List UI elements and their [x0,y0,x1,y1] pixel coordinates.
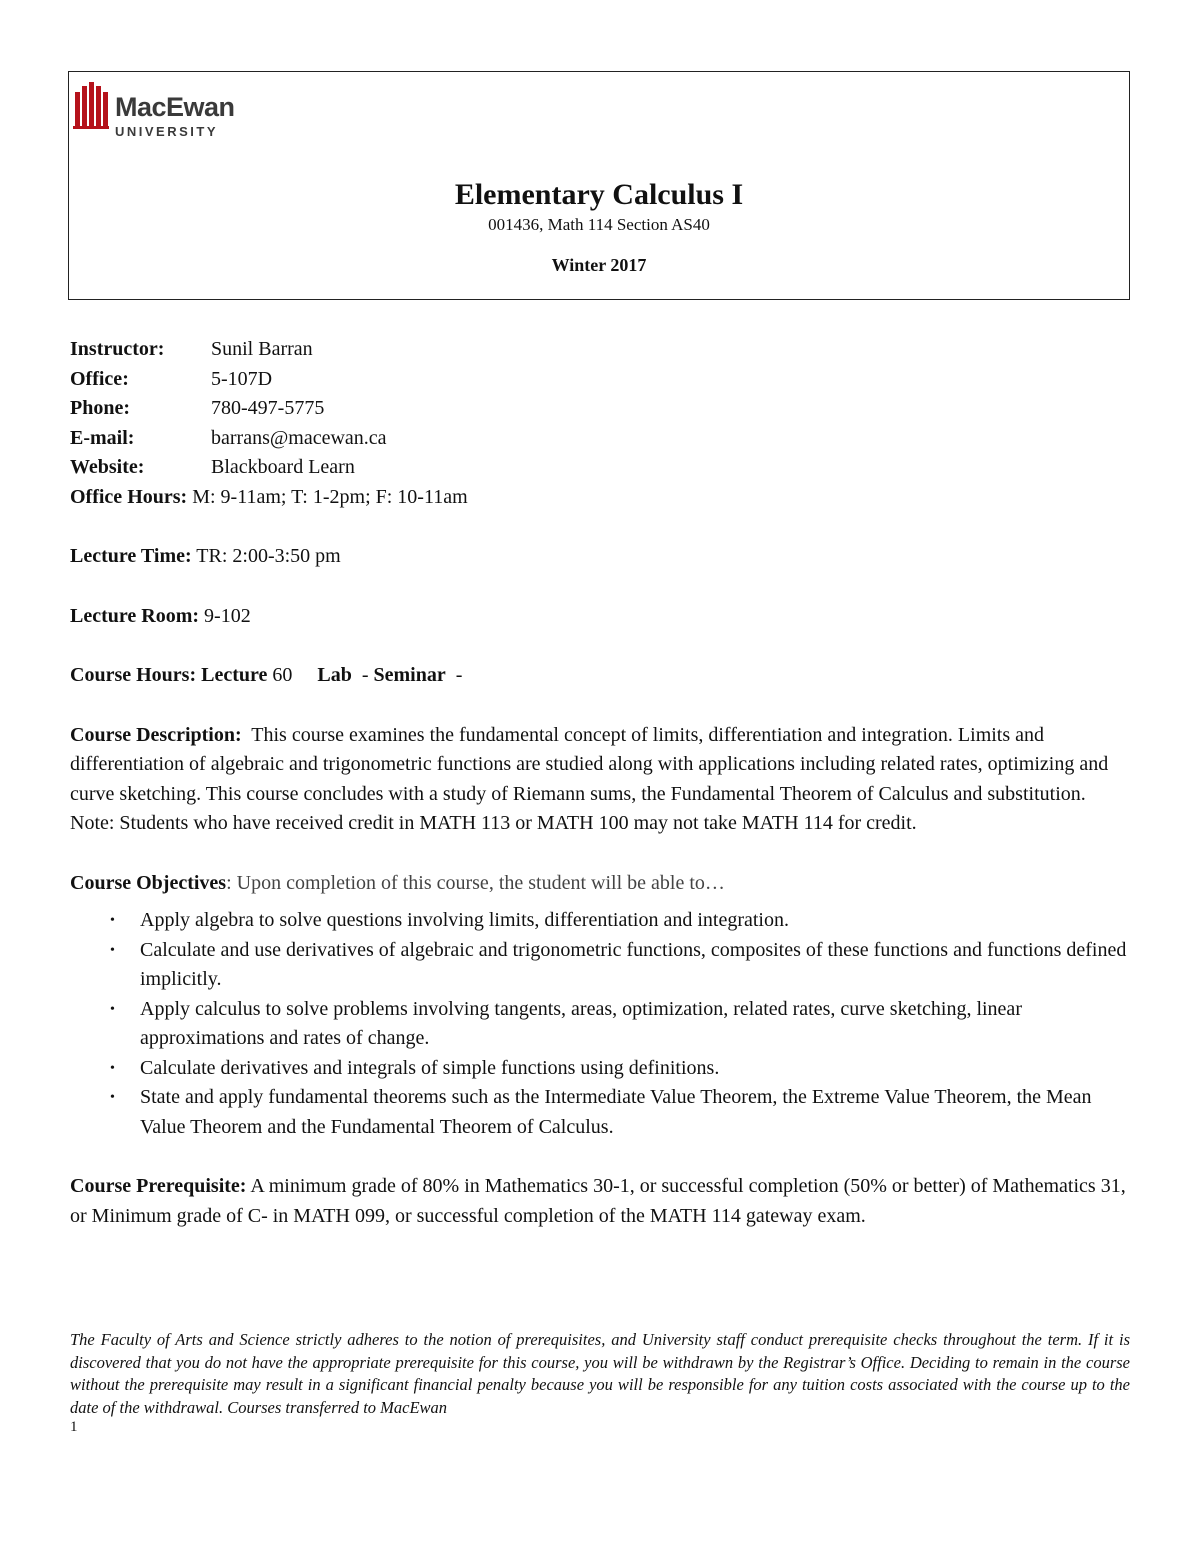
logo-wordmark: MacEwan [115,92,235,122]
page-number: 1 [70,1419,78,1435]
logo-subtitle: UNIVERSITY [115,124,219,139]
faculty-prerequisite-note: The Faculty of Arts and Science strictly adheres to the notion of prerequisites, and University staff conduct prerequisite checks throughout the term. If it is discovered that you do not have the appropriate prerequisite for this course, you will be withdrawn by the Registrar’s Office. Deciding to remain in the course without the prerequisite may result in a significant financial penalty because you will be responsible for any tuition costs associated with the course up to the date of the withdrawal. Courses transferred to MacEwan [70,1330,1130,1417]
course-title: Elementary Calculus I [454,178,744,211]
lecture-time: Lecture Time: TR: 2:00-3:50 pm [70,545,341,567]
macewan-logo-mark-icon [73,82,109,134]
bullet-icon: • [110,1090,115,1105]
course-prerequisite: Course Prerequisite: A minimum grade of 80% in Mathematics 30-1, or successful completion (50% or better) of Mathematics 31, or Minimum grade of C- in MATH 099, or successful completion of the MATH 114 gateway exam. [70,1175,1126,1227]
objectives-list [70,906,1132,1142]
syllabus-content [70,335,1132,1231]
course-objectives-heading: Course Objectives: Upon completion of this course, the student will be able to… [70,871,725,894]
list-item: • Apply calculus to solve problems involving tangents, areas, optimization, related rates, curve sketching, linear approximations and rates of change. [70,995,1132,1054]
info-website: Website: Blackboard Learn [70,456,355,478]
header-box [68,71,1130,300]
list-item: • Calculate and use derivatives of algebraic and trigonometric functions, composites of these functions and functions defined implicitly. [70,936,1132,995]
course-description: Course Description: This course examines the fundamental concept of limits, differentiation and integration. Limits and differentiation of algebraic and trigonometric functions are studied along with applications including related rates, optimizing and curve sketching. This course concludes with a study of Riemann sums, the Fundamental Theorem of Calculus and substitution. [70,723,1109,805]
bullet-icon: • [110,913,115,928]
list-item: • State and apply fundamental theorems such as the Intermediate Value Theorem, the Extreme Value Theorem, the Mean Value Theorem and the Fundamental Theorem of Calculus. [70,1083,1132,1142]
info-instructor: Instructor: Sunil Barran [70,338,313,360]
info-office-hours: Office Hours: M: 9-11am; T: 1-2pm; F: 10-11am [70,485,468,508]
list-item: • Apply algebra to solve questions involving limits, differentiation and integration. [70,906,1132,936]
macewan-logo [73,78,253,142]
course-term: Winter 2017 [551,255,647,275]
info-office: Office: 5-107D [70,367,273,390]
course-code: 001436, Math 114 Section AS40 [488,215,710,234]
info-phone: Phone: 780-497-5775 [70,397,325,419]
lecture-room: Lecture Room: 9-102 [70,604,251,627]
bullet-icon: • [110,1001,115,1017]
course-hours: Course Hours: Lecture 60 Lab - Seminar - [70,664,463,686]
course-description-note: Note: Students who have received credit in MATH 113 or MATH 100 may not take MATH 114 for credit. [70,812,917,834]
info-email: E-mail: barrans@macewan.ca [70,426,387,449]
bullet-icon: • [110,1060,115,1076]
bullet-icon: • [110,942,115,958]
list-item: • Calculate derivatives and integrals of simple functions using definitions. [70,1054,1132,1084]
